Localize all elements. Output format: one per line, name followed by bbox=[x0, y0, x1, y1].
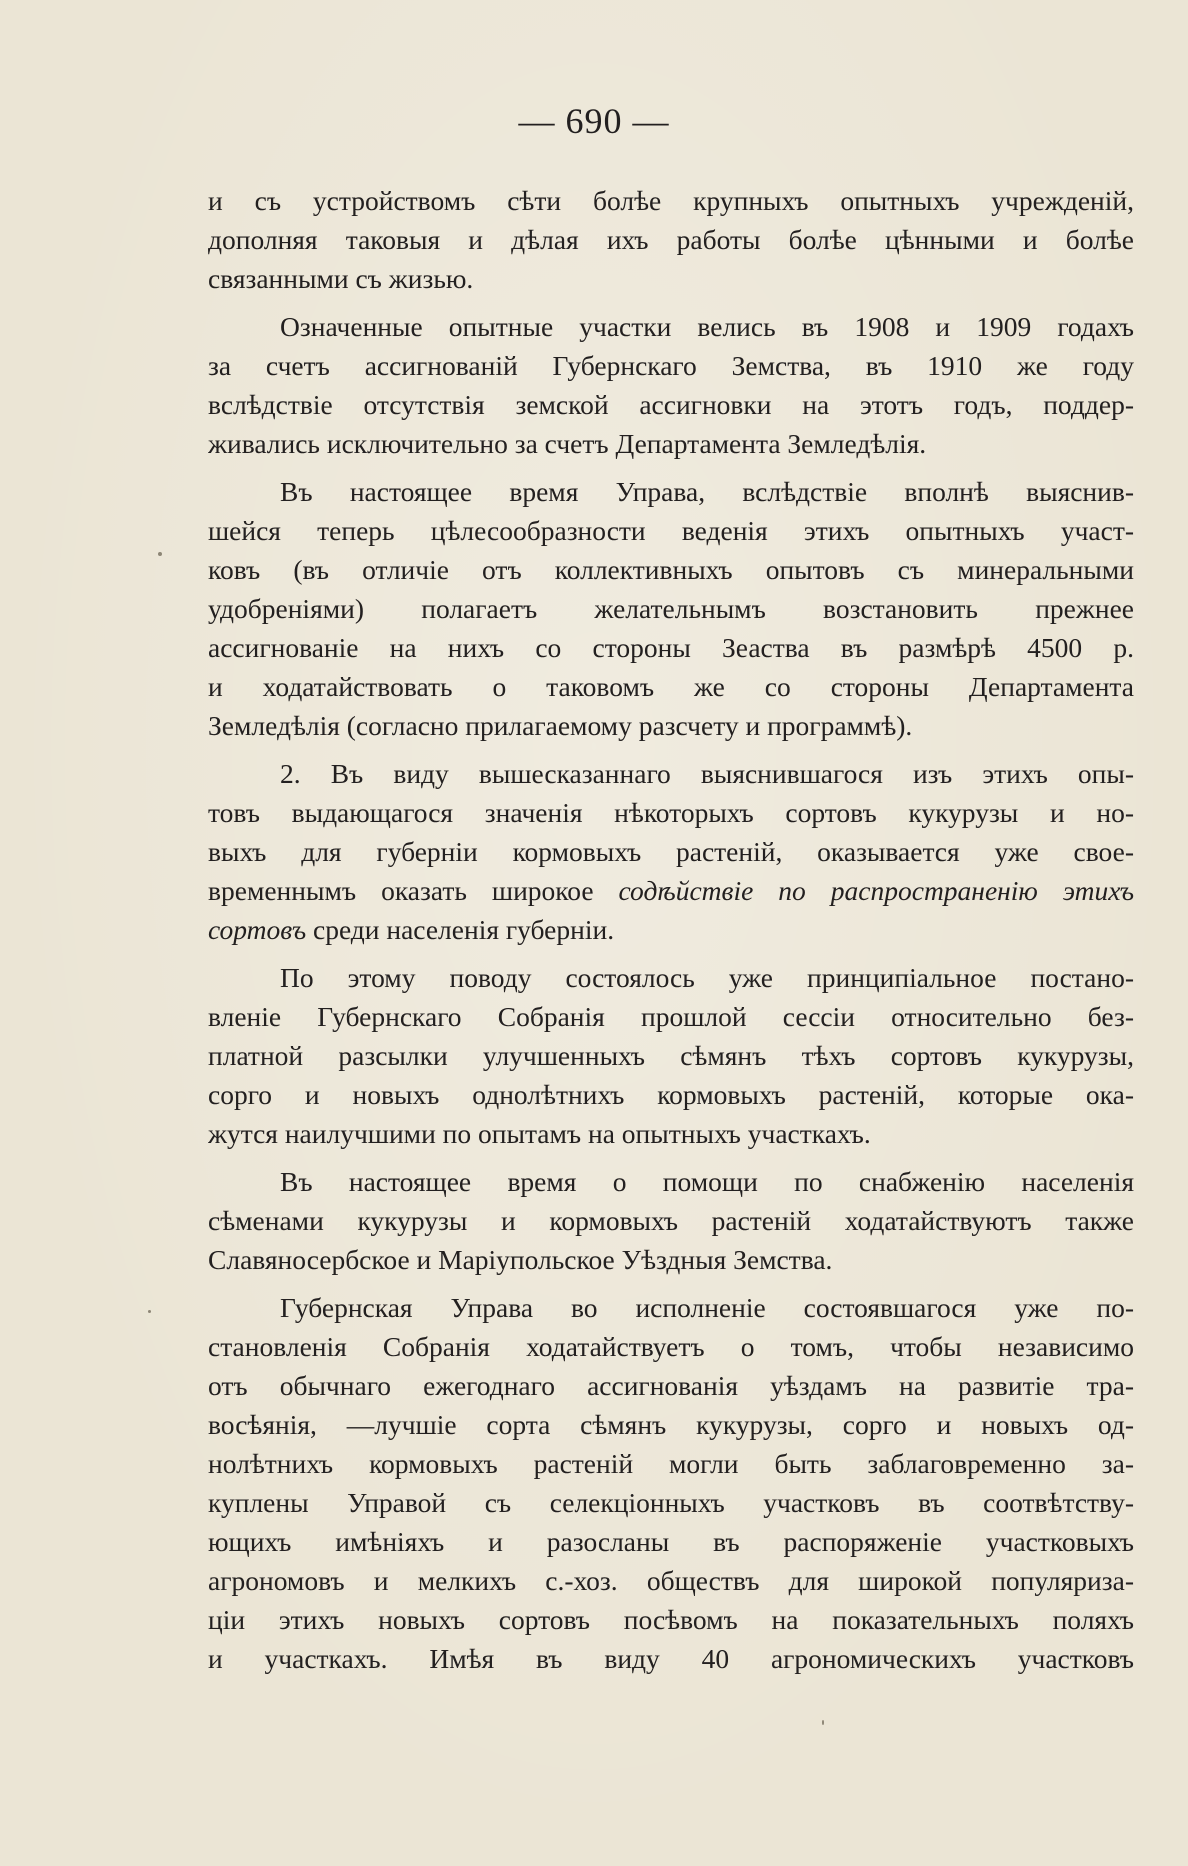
text-line: дополняя таковыя и дѣлая ихъ работы болѣе цѣнными и болѣе bbox=[208, 224, 1134, 255]
text-line: 2. Въ виду вышесказаннаго выяснившагося изъ этихъ опы- bbox=[280, 758, 1134, 789]
paragraph-7 bbox=[208, 1288, 1134, 1678]
text-line: вслѣдствіе отсутствія земской ассигновки на этотъ годъ, поддер- bbox=[208, 389, 1134, 420]
text-run: временнымъ оказать широкое bbox=[208, 875, 619, 906]
paragraph-2 bbox=[208, 307, 1134, 463]
paragraph-3 bbox=[208, 472, 1134, 745]
text-line-mixed bbox=[208, 871, 1134, 910]
text-line: нолѣтнихъ кормовыхъ растеній могли быть заблаговременно за- bbox=[208, 1448, 1134, 1479]
text-line: и участкахъ. Имѣя въ виду 40 агрономическихъ участковъ bbox=[208, 1643, 1134, 1674]
text-line: ющихъ имѣніяхъ и разосланы въ распоряженіе участковыхъ bbox=[208, 1526, 1134, 1557]
text-line: По этому поводу состоялось уже принципіальное постано- bbox=[280, 962, 1134, 993]
paper-speck bbox=[822, 1720, 824, 1725]
text-line: сорго и новыхъ однолѣтнихъ кормовыхъ растеній, которые ока- bbox=[208, 1079, 1134, 1110]
italic-emphasis: содѣйствіе по распространенію этихъ bbox=[618, 875, 1134, 906]
text-line: Означенные опытные участки велись въ 1908 и 1909 годахъ bbox=[280, 311, 1134, 342]
paper-speck bbox=[148, 1310, 151, 1313]
text-line: Славяносербское и Маріупольское Уѣздныя Земства. bbox=[208, 1244, 833, 1275]
text-line: выхъ для губерніи кормовыхъ растеній, оказывается уже свое- bbox=[208, 836, 1134, 867]
text-line: шейся теперь цѣлесообразности веденія этихъ опытныхъ участ- bbox=[208, 515, 1134, 546]
text-line: ковъ (въ отличіе отъ коллективныхъ опытовъ съ минеральными bbox=[208, 554, 1134, 585]
text-line: жутся наилучшими по опытамъ на опытныхъ участкахъ. bbox=[208, 1118, 871, 1149]
body-text bbox=[208, 181, 1134, 1678]
text-line: агрономовъ и мелкихъ с.-хоз. обществъ для широкой популяриза- bbox=[208, 1565, 1134, 1596]
text-line: и ходатайствовать о таковомъ же со стороны Департамента bbox=[208, 671, 1134, 702]
text-line: живались исключительно за счетъ Департамента Земледѣлія. bbox=[208, 428, 927, 459]
text-run: среди населенія губерніи. bbox=[306, 914, 615, 945]
text-line: и съ устройствомъ сѣти болѣе крупныхъ опытныхъ учрежденій, bbox=[208, 185, 1134, 216]
text-line: ассигнованіе на нихъ со стороны Зеаства въ размѣрѣ 4500 р. bbox=[208, 632, 1134, 663]
text-line: товъ выдающагося значенія нѣкоторыхъ сортовъ кукурузы и но- bbox=[208, 797, 1134, 828]
text-line: вленіе Губернскаго Собранія прошлой сессіи относительно без- bbox=[208, 1001, 1134, 1032]
text-line: Въ настоящее время Управа, вслѣдствіе вполнѣ выяснив- bbox=[280, 476, 1134, 507]
paper-speck bbox=[158, 552, 162, 556]
paragraph-5 bbox=[208, 958, 1134, 1153]
text-line: становленія Собранія ходатайствуетъ о томъ, чтобы независимо bbox=[208, 1331, 1134, 1362]
italic-emphasis: сортовъ bbox=[208, 914, 307, 945]
text-line: платной разсылки улучшенныхъ сѣмянъ тѣхъ сортовъ кукурузы, bbox=[208, 1040, 1134, 1071]
text-line: Земледѣлія (согласно прилагаемому разсчету и программѣ). bbox=[208, 710, 913, 741]
text-line: отъ обычнаго ежегоднаго ассигнованія уѣздамъ на развитіе тра- bbox=[208, 1370, 1134, 1401]
text-line: за счетъ ассигнованій Губернскаго Земства, въ 1910 же году bbox=[208, 350, 1134, 381]
paragraph-4 bbox=[208, 754, 1134, 949]
text-line: восѣянія, —лучшіе сорта сѣмянъ кукурузы, сорго и новыхъ од- bbox=[208, 1409, 1134, 1440]
text-line-mixed bbox=[208, 910, 1134, 949]
text-line: удобреніями) полагаетъ желательнымъ возстановить прежнее bbox=[208, 593, 1134, 624]
text-line: связанными съ жизью. bbox=[208, 263, 474, 294]
text-line: Въ настоящее время о помощи по снабженію населенія bbox=[280, 1166, 1134, 1197]
text-line: ціи этихъ новыхъ сортовъ посѣвомъ на показательныхъ поляхъ bbox=[208, 1604, 1134, 1635]
paragraph-1 bbox=[208, 181, 1134, 298]
paragraph-6 bbox=[208, 1162, 1134, 1279]
text-line: Губернская Управа во исполненіе состоявшагося уже по- bbox=[280, 1292, 1134, 1323]
text-line: куплены Управой съ селекціонныхъ участковъ въ соотвѣтству- bbox=[208, 1487, 1134, 1518]
text-line: сѣменами кукурузы и кормовыхъ растеній ходатайствуютъ также bbox=[208, 1205, 1134, 1236]
page-number: — 690 — bbox=[518, 101, 670, 141]
